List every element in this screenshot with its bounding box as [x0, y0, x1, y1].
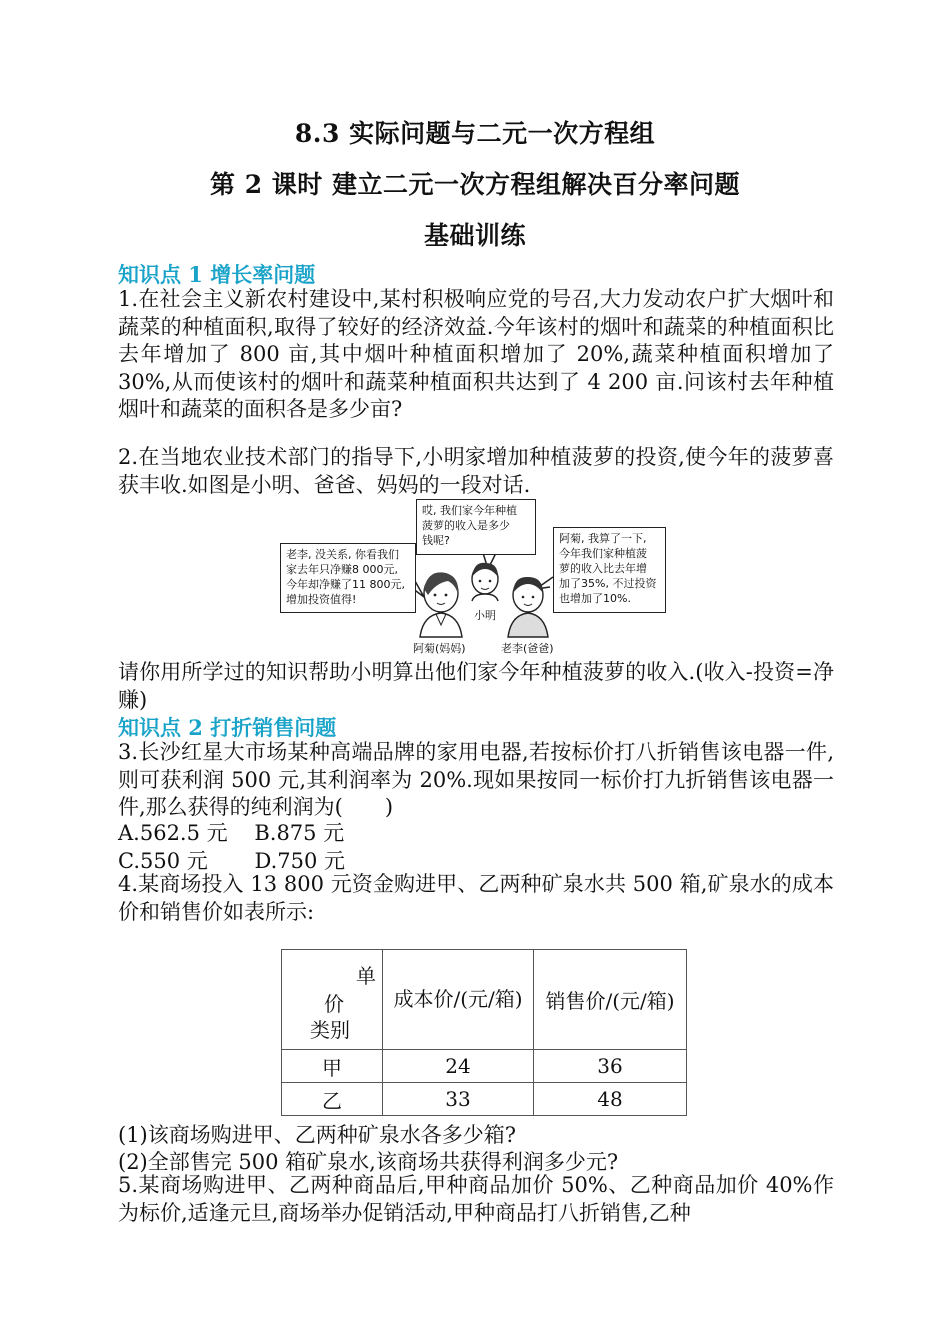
dialogue-illustration [278, 497, 670, 655]
question-5: 5.某商场购进甲、乙两种商品后,甲种商品加价 50%、乙种商品加价 40%作为标价,适逢元旦,商场举办促销活动,甲种商品打八折销售,乙种 [118, 1173, 834, 1225]
dad-figure [508, 577, 548, 637]
column-header-cost: 成本价/(元/箱) [383, 950, 534, 1050]
question-4-part-1: (1)该商场购进甲、乙两种矿泉水各多少箱? [118, 1123, 517, 1147]
mom-name-label: 阿菊(妈妈) [413, 642, 466, 655]
section-heading-growth-rate: 知识点 1 增长率问题 [118, 262, 316, 287]
question-1: 1.在社会主义新农村建设中,某村积极响应党的号召,大力发动农户扩大烟叶和蔬菜的种植面积,取得了较好的经济效益.今年该村的烟叶和蔬菜的种植面积比去年增加了 800 亩,其中烟叶种植面积增加了 20%,蔬菜种植面积增加了 30%,从而使该村的烟叶和蔬菜种植面积共达到了 4 200 亩.问该村去年种植烟叶和蔬菜的面积各是多少亩? [118, 287, 834, 422]
row-cost: 24 [383, 1050, 534, 1083]
mom-figure [420, 572, 462, 637]
lesson-subtitle: 第 2 课时 建立二元一次方程组解决百分率问题 [209, 170, 740, 199]
corner-label-bottom: 类别 [310, 1018, 350, 1042]
xiaoming-figure [472, 563, 498, 601]
training-heading: 基础训练 [423, 221, 526, 250]
question-3-options-cd: C.550 元 D.750 元 [118, 849, 346, 873]
lesson-title: 8.3 实际问题与二元一次方程组 [294, 119, 656, 148]
dad-speech-bubble: 阿菊, 我算了一下, 今年我们家种植菠 萝的收入比去年增 加了35%, 不过投资 也增加了10%. [553, 527, 666, 613]
table-row [282, 1083, 687, 1116]
row-type: 甲 [282, 1050, 383, 1083]
row-price: 36 [534, 1050, 687, 1083]
column-header-price: 销售价/(元/箱) [534, 950, 687, 1050]
question-3: 3.长沙红星大市场某种高端品牌的家用电器,若按标价打八折销售该电器一件,则可获利润 500 元,其利润率为 20%.现如果按同一标价打九折销售该电器一件,那么获得的纯利润为( ) [118, 740, 834, 820]
corner-label-mid: 价 [324, 992, 344, 1016]
corner-label-top: 单 [356, 964, 376, 988]
xiaoming-speech-bubble: 哎, 我们家今年种植 菠萝的收入是多少 钱呢? [416, 499, 536, 555]
row-price: 48 [534, 1083, 687, 1116]
table-corner-header [282, 950, 383, 1050]
row-cost: 33 [383, 1083, 534, 1116]
price-table [281, 949, 687, 1116]
mom-speech-bubble: 老李, 没关系, 你看我们 家去年只净赚8 000元, 今年却净赚了11 800元, 增加投资值得! [280, 543, 416, 613]
question-4-part-2: (2)全部售完 500 箱矿泉水,该商场共获得利润多少元? [118, 1150, 619, 1174]
question-4: 4.某商场投入 13 800 元资金购进甲、乙两种矿泉水共 500 箱,矿泉水的成本价和销售价如表所示: [118, 872, 834, 924]
table-row [282, 1050, 687, 1083]
question-2-prompt: 请你用所学过的知识帮助小明算出他们家今年种植菠萝的收入.(收入-投资=净赚) [118, 660, 834, 712]
row-type: 乙 [282, 1083, 383, 1116]
question-2: 2.在当地农业技术部门的指导下,小明家增加种植菠萝的投资,使今年的菠萝喜获丰收.如图是小明、爸爸、妈妈的一段对话. [118, 445, 834, 497]
dad-name-label: 老李(爸爸) [501, 642, 554, 655]
section-heading-discount-sales: 知识点 2 打折销售问题 [118, 715, 337, 740]
question-3-options-ab: A.562.5 元 B.875 元 [118, 821, 345, 845]
xiaoming-name-label: 小明 [474, 609, 496, 622]
